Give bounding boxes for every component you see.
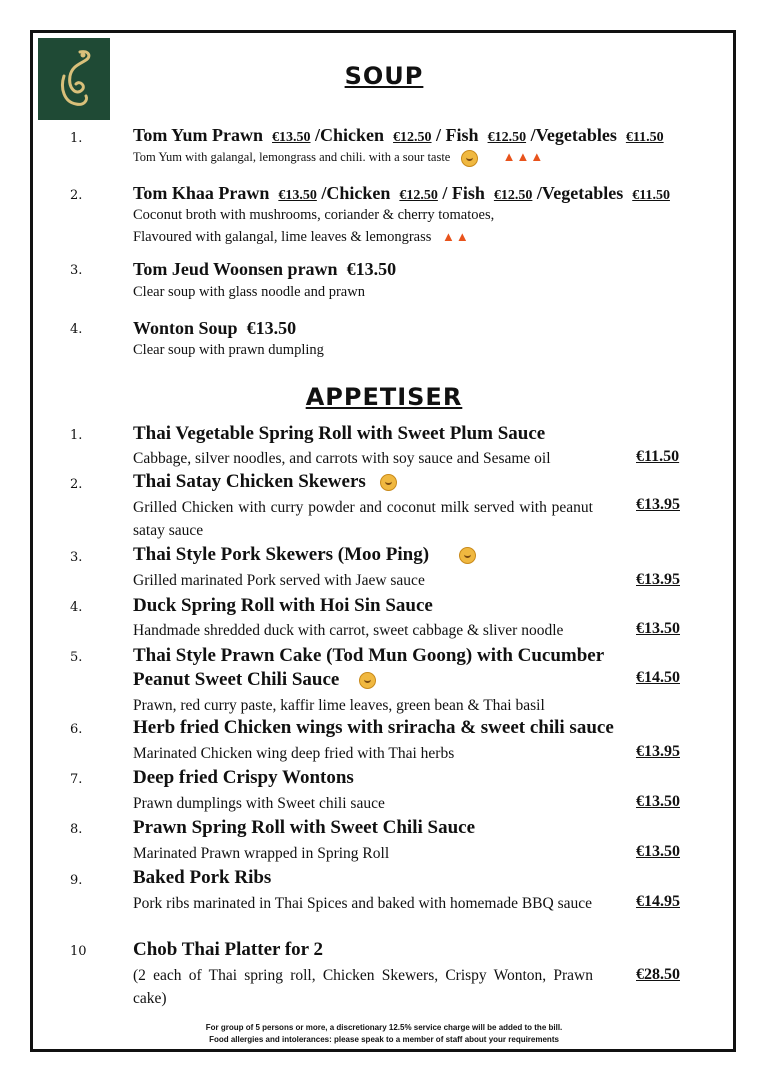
appetiser-item-3-description: Grilled marinated Pork served with Jaew sauce (133, 572, 425, 589)
appetiser-item-2-price: €13.95 (636, 496, 680, 513)
soup-item-2-description-line-2: Flavoured with galangal, lime leaves & lemongrass ▲▲ (133, 229, 469, 245)
soup-item-4-title: Wonton Soup €13.50 (133, 318, 297, 338)
appetiser-item-5-price: €14.50 (636, 669, 680, 686)
appetiser-item-6-price: €13.95 (636, 743, 680, 760)
recommended-emoji-icon (359, 672, 376, 689)
soup-item-1-number: 1. (70, 131, 83, 146)
appetiser-item-5-number: 5. (70, 650, 83, 665)
appetiser-item-6-number: 6. (70, 722, 83, 737)
appetiser-item-9-number: 9. (70, 873, 83, 888)
appetiser-item-10-title: Chob Thai Platter for 2 (133, 939, 324, 960)
appetiser-item-2-title: Thai Satay Chicken Skewers (133, 471, 397, 493)
soup-item-2-number: 2. (70, 188, 83, 203)
appetiser-item-3-number: 3. (70, 550, 83, 565)
flame-icon: ▲ (530, 149, 544, 164)
appetiser-item-2-description: Grilled Chicken with curry powder and coconut milk served with peanut satay sauce (133, 499, 593, 539)
appetiser-item-6-title: Herb fried Chicken wings with sriracha & sweet chili sauce (133, 717, 614, 738)
appetiser-item-5-title-line-1: Thai Style Prawn Cake (Tod Mun Goong) with Cucumber (133, 645, 605, 666)
appetiser-item-4-price: €13.50 (636, 620, 680, 637)
appetiser-item-8-number: 8. (70, 822, 83, 837)
appetiser-item-4-title: Duck Spring Roll with Hoi Sin Sauce (133, 595, 433, 616)
appetiser-item-1-title: Thai Vegetable Spring Roll with Sweet Plum Sauce (133, 423, 546, 444)
soup-item-3-description: Clear soup with glass noodle and prawn (133, 284, 365, 300)
service-charge-note: For group of 5 persons or more, a discretionary 12.5% service charge will be added to the bill. (205, 1023, 563, 1032)
appetiser-heading: APPETISER (305, 383, 463, 411)
appetiser-item-4-number: 4. (70, 600, 83, 615)
appetiser-item-4-description: Handmade shredded duck with carrot, sweet cabbage & sliver noodle (133, 622, 564, 639)
appetiser-item-5-description: Prawn, red curry paste, kaffir lime leaves, green bean & Thai basil (133, 697, 545, 714)
appetiser-item-5-title-line-2: Peanut Sweet Chili Sauce (133, 669, 376, 691)
appetiser-item-9-price: €14.95 (636, 893, 680, 910)
appetiser-item-1-description: Cabbage, silver noodles, and carrots with soy sauce and Sesame oil (133, 450, 551, 467)
flame-icon: ▲ (516, 149, 530, 164)
flame-icon: ▲ (442, 229, 455, 244)
appetiser-item-10-description: (2 each of Thai spring roll, Chicken Skewers, Crispy Wonton, Prawn cake) (133, 967, 593, 1007)
appetiser-item-1-price: €11.50 (636, 448, 680, 465)
soup-item-3-number: 3. (70, 263, 83, 278)
appetiser-item-2-number: 2. (70, 477, 83, 492)
appetiser-item-9-title: Baked Pork Ribs (133, 867, 272, 888)
appetiser-item-1-number: 1. (70, 428, 83, 443)
soup-heading: SOUP (344, 62, 424, 90)
appetiser-item-7-price: €13.50 (636, 793, 680, 810)
soup-item-4-description: Clear soup with prawn dumpling (133, 342, 324, 358)
appetiser-item-10-price: €28.50 (636, 966, 680, 983)
appetiser-item-9-description: Pork ribs marinated in Thai Spices and baked with homemade BBQ sauce (133, 895, 593, 912)
recommended-emoji-icon (459, 547, 476, 564)
appetiser-item-8-price: €13.50 (636, 843, 680, 860)
flame-icon: ▲ (502, 149, 516, 164)
appetiser-item-8-description: Marinated Prawn wrapped in Spring Roll (133, 845, 390, 862)
appetiser-item-7-description: Prawn dumplings with Sweet chili sauce (133, 795, 385, 812)
soup-item-2-title: Tom Khaa Prawn €13.50 /Chicken €12.50 / Fish €12.50 /Vegetables €11.50 (133, 183, 670, 203)
recommended-emoji-icon (380, 474, 397, 491)
appetiser-item-7-title: Deep fried Crispy Wontons (133, 767, 354, 788)
appetiser-item-3-price: €13.95 (636, 571, 680, 588)
appetiser-item-6-description: Marinated Chicken wing deep fried with Thai herbs (133, 745, 455, 762)
soup-item-1-title: Tom Yum Prawn €13.50 /Chicken €12.50 / Fish €12.50 /Vegetables €11.50 (133, 125, 664, 145)
appetiser-item-3-title: Thai Style Pork Skewers (Moo Ping) (133, 544, 476, 566)
appetiser-item-10-number: 10 (70, 944, 87, 959)
allergy-note: Food allergies and intolerances: please speak to a member of staff about your requirements (209, 1035, 559, 1044)
soup-item-3-title: Tom Jeud Woonsen prawn €13.50 (133, 259, 397, 279)
flame-icon: ▲ (455, 229, 469, 244)
recommended-emoji-icon (461, 150, 478, 167)
soup-item-2-description-line-1: Coconut broth with mushrooms, coriander & cherry tomatoes, (133, 207, 495, 223)
soup-item-4-number: 4. (70, 322, 83, 337)
soup-item-1-description: Tom Yum with galangal, lemongrass and chili. with a sour taste ▲▲▲ (133, 149, 543, 167)
appetiser-item-7-number: 7. (70, 772, 83, 787)
appetiser-item-8-title: Prawn Spring Roll with Sweet Chili Sauce (133, 817, 476, 838)
